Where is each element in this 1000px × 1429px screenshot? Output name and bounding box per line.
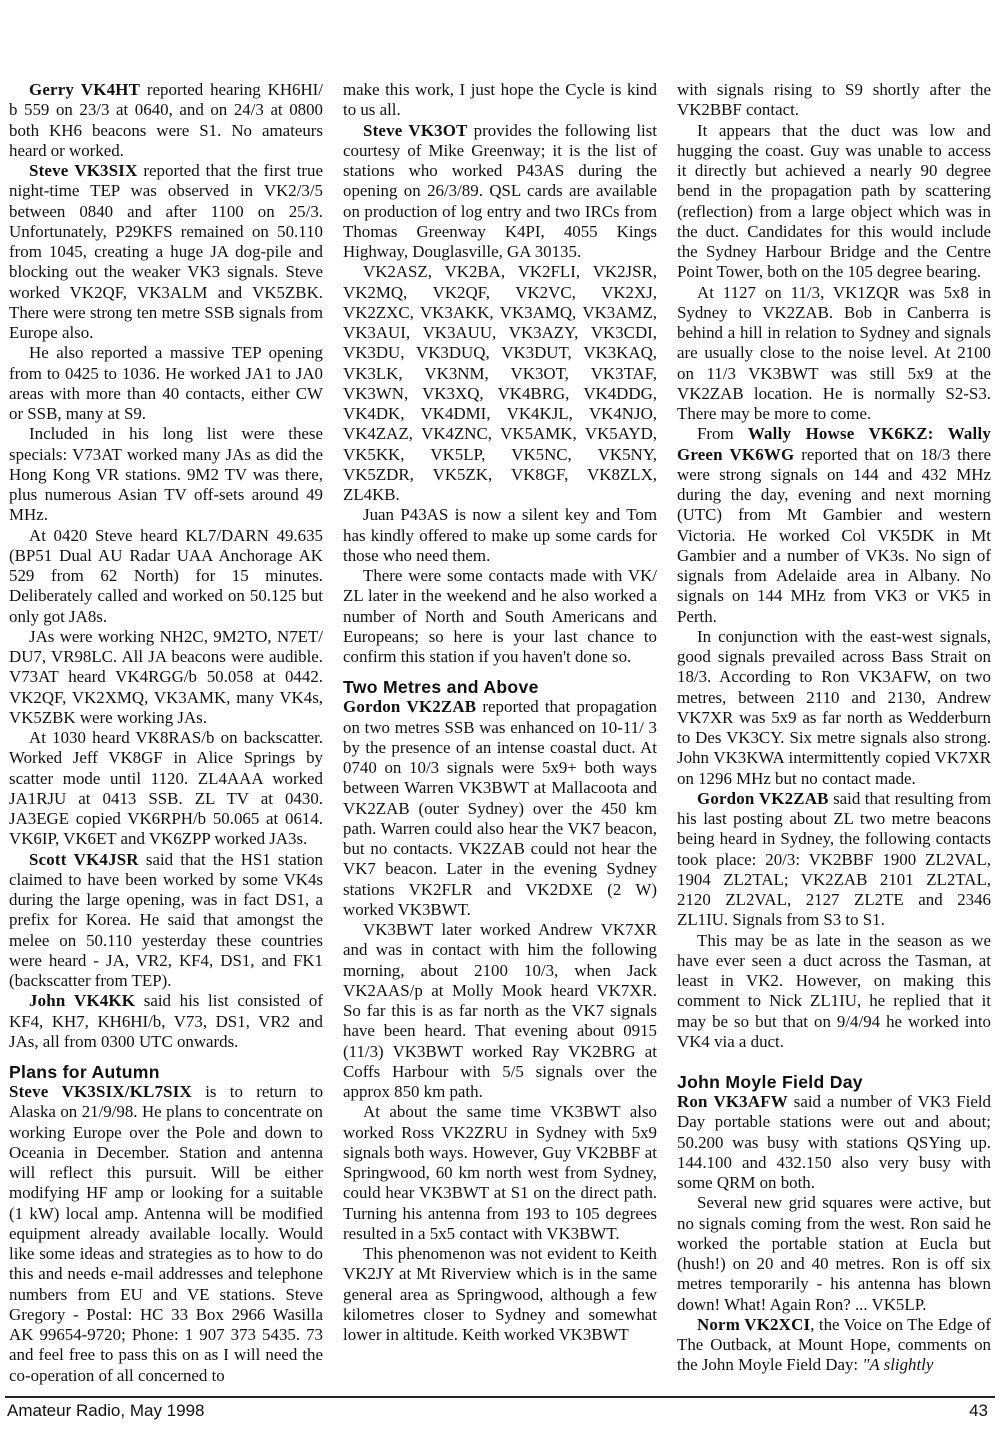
callsign-name: John VK4KK: [29, 991, 136, 1011]
paragraph: He also reported a massive TEP opening from to 0425 to 1036. He worked JA1 to JA0 areas with more than 40 contacts, either CW or SSB, many at S9.: [9, 343, 323, 423]
callsign-name: Steve VK3OT: [363, 120, 468, 140]
paragraph: At 0420 Steve heard KL7/DARN 49.635 (BP51 Dual AU Radar UAA Anchorage AK 529 from 62 North) for 15 minutes. Deliberately called and worked on 50.125 but only got JA8s.: [9, 525, 323, 626]
callsign-name: Gerry VK4HT: [29, 80, 141, 99]
column-2: [343, 80, 657, 1345]
paragraph: In conjunction with the east-west signals, good signals prevailed across Bass Strait on 18/3. According to Ron VK3AFW, on two metres, between 2110 and 2130, Andrew VK7XR was 5x9 as far north as Wedderburn to Des VK3CY. Six metre signals also strong. John VK3KWA intermittently copied VK7XR on 1296 MHz but no contact made.: [677, 626, 991, 788]
paragraph: There were some contacts made with VK/ ZL later in the weekend and he also worked a number of North and South Americans and Europeans; so here is your last chance to confirm this station if you haven't done so.: [343, 566, 657, 666]
column-3: [677, 80, 991, 1376]
paragraph: Gordon VK2ZAB said that resulting from his last posting about ZL two metre beacons being heard in Sydney, the following contacts took place: 20/3: VK2BBF 1900 ZL2VAL, 1904 ZL2TAL; VK2ZAB 2101 ZL2TAL, 2120 ZL2VAL, 2127 ZL2TE and 2346 ZL1IU. Signals from S3 to S1.: [677, 788, 992, 930]
paragraph: Several new grid squares were active, but no signals coming from the west. Ron said he worked the portable station at Eucla but (hush!) on 20 and 40 metres. Ron is off six metres temporarily - his antenna has blown down! What! Again Ron? ... VK5LP.: [677, 1193, 991, 1314]
callsign-name: Steve VK3SIX/KL7SIX: [9, 1082, 192, 1101]
paragraph: Norm VK2XCI, the Voice on The Edge of The Outback, at Mount Hope, comments on the John Moyle Field Day: "A slightly: [677, 1314, 991, 1375]
paragraph: JAs were working NH2C, 9M2TO, N7ET/ DU7, VR98LC. All JA beacons were audible. V73AT heard VK4RGG/b 50.058 at 0442. VK2QF, VK2XMQ, VK3AMK, many VK4s, VK5ZBK were working JAs.: [9, 626, 323, 727]
paragraph: John VK4KK said his list consisted of KF4, KH7, KH6HI/b, V73, DS1, VR2 and JAs, all from 0300 UTC onwards.: [9, 991, 323, 1051]
paragraph: From Wally Howse VK6KZ: Wally Green VK6WG reported that on 18/3 there were strong signals on 144 and 432 MHz during the day, evening and next morning (UTC) from Mt Gambier and western Victoria. He worked Col VK5DK in Mt Gambier and a number of VK3s. No sign of signals from Adelaide area in Albany. No signals on 144 MHz from VK3 or VK5 in Perth.: [677, 424, 991, 626]
paragraph: This phenomenon was not evident to Keith VK2JY at Mt Riverview which is in the same general area as Springwood, although a few kilometres closer to Sydney and somewhat lower in altitude. Keith worked VK3BWT: [343, 1244, 657, 1344]
paragraph: At about the same time VK3BWT also worked Ross VK2ZRU in Sydney with 5x9 signals both ways. However, Guy VK2BBF at Springwood, 60 km north west from Sydney, could hear VK3BWT at S1 on the direct path. Turning his antenna from 193 to 105 degrees resulted in a 5x5 contact with VK3BWT.: [343, 1102, 657, 1243]
callsign-name: Ron VK3AFW: [677, 1092, 788, 1111]
paragraph: VK3BWT later worked Andrew VK7XR and was in contact with him the following morning, about 2100 10/3, when Jack VK2AAS/p at Molly Mook heard VK7XR. So far this is as far north as the VK7 signals have been heard. That evening about 0915 (11/3) VK3BWT worked Ray VK2BRG at Coffs Harbour with 5/5 signals over the approx 850 km path.: [343, 920, 657, 1101]
callsign-name: Wally Howse VK6KZ: Wally Green VK6WG: [677, 424, 991, 464]
paragraph: Steve VK3OT provides the following list courtesy of Mike Greenway; it is the list of stations who worked P43AS during the opening on 26/3/89. QSL cards are available on production of log entry and two IRCs from Thomas Greenway K4PI, 4055 Kings Highway, Douglasville, GA 30135.: [343, 120, 657, 261]
paragraph: Gordon VK2ZAB reported that propagation on two metres SSB was enhanced on 10-11/ 3 by the presence of an intense coastal duct. At 0740 on 10/3 signals were 5x9+ both ways between Warren VK3BWT at Mallacoota and VK2ZAB (outer Sydney) over the 450 km path. Warren could also hear the VK7 beacon, but no contacts. VK2ZAB could not hear the VK7 beacon. Later in the evening Sydney stations VK2FLR and VK2DXE (2 W) worked VK3BWT.: [343, 697, 658, 919]
paragraph: At 1030 heard VK8RAS/b on backscatter. Worked Jeff VK8GF in Alice Springs by scatter mode until 1120. ZL4AAA worked JA1RJU at 0413 SSB. ZL TV at 0430. JA3EGE copied VK6RPH/b 50.065 at 0614. VK6IP, VK6ET and VK6ZPP worked JA3s.: [9, 728, 323, 849]
paragraph: It appears that the duct was low and hugging the coast. Guy was unable to access it directly but achieved a nearly 90 degree bend in the propagation path by scattering (reflection) from a large object which was in the duct. Candidates for this would include the Sydney Harbour Bridge and the Centre Point Tower, both on the 105 degree bearing.: [677, 120, 991, 282]
section-heading-plans-for-autumn: Plans for Autumn: [9, 1062, 160, 1082]
callsign-name: Scott VK4JSR: [29, 849, 139, 869]
quote-text: "A slightly: [862, 1355, 934, 1375]
callsign-name: Gordon VK2ZAB: [697, 788, 829, 808]
section-heading-john-moyle-field-day: John Moyle Field Day: [677, 1072, 863, 1092]
paragraph: make this work, I just hope the Cycle is kind to us all.: [343, 80, 657, 120]
footer-divider: [5, 1396, 995, 1398]
paragraph: Steve VK3SIX reported that the first true night-time TEP was observed in VK2/3/5 between 0840 and after 1100 on 25/3. Unfortunately, P29KFS remained on 50.110 from 1045, creating a huge JA dog-pile and blocking out the weaker VK3 signals. Steve worked VK2QF, VK3ALM and VK5ZBK. There were strong ten metre SSB signals from Europe also.: [9, 161, 323, 342]
footer-publication: Amateur Radio, May 1998: [7, 1401, 205, 1420]
paragraph: with signals rising to S9 shortly after the VK2BBF contact.: [677, 80, 991, 120]
callsign-name: Norm VK2XCI: [697, 1314, 811, 1334]
paragraph: Ron VK3AFW said a number of VK3 Field Day portable stations were out and about; 50.200 was busy with stations QSYing up. 144.100 and 432.150 also very busy with some QRM on both.: [677, 1092, 991, 1192]
paragraph: At 1127 on 11/3, VK1ZQR was 5x8 in Sydney to VK2ZAB. Bob in Canberra is behind a hill in relation to Sydney and signals are usually close to the noise level. At 2100 on 11/3 VK3BWT was still 5x9 at the VK2ZAB location. He is normally S2-S3. There may be more to come.: [677, 282, 991, 423]
section-heading-two-metres-and-above: Two Metres and Above: [343, 677, 539, 698]
paragraph: Steve VK3SIX/KL7SIX is to return to Alaska on 21/9/98. He plans to concentrate on working Europe over the Pole and down to Oceania in December. Station and antenna will reflect this pursuit. Will be either modifying HF amp or looking for a suitable (1 kW) local amp. Antenna will be modified equipment already available locally. Would like some ideas and strategies as to how to do this and needs e-mail addresses and telephone numbers from EU and VE stations. Steve Gregory - Postal: HC 33 Box 2966 Wasilla AK 99654-9720; Phone: 1 907 373 5435. 73 and feel free to pass this on as I will need the co-operation of all concerned to: [9, 1082, 324, 1385]
callsign-name: Gordon VK2ZAB: [343, 697, 477, 717]
callsign-list: VK2ASZ, VK2BA, VK2FLI, VK2JSR, VK2MQ, VK2QF, VK2VC, VK2XJ, VK2ZXC, VK3AKK, VK3AMQ, VK3AMZ, VK3AUI, VK3AUU, VK3AZY, VK3CDI, VK3DU, VK3DUQ, VK3DUT, VK3KAQ, VK3LK, VK3NM, VK3OT, VK3TAF, VK3WN, VK3XQ, VK4BRG, VK4DDG, VK4DK, VK4DMI, VK4KJL, VK4NJO, VK4ZAZ, VK4ZNC, VK5AMK, VK5AYD, VK5KK, VK5LP, VK5NC, VK5NY, VK5ZDR, VK5ZK, VK8GF, VK8ZLX, ZL4KB.: [343, 262, 657, 504]
paragraph: Gerry VK4HT reported hearing KH6HI/ b 559 on 23/3 at 0640, and on 24/3 at 0800 both KH6 beacons were S1. No amateurs heard or worked.: [9, 80, 323, 160]
paragraph: Included in his long list were these specials: V73AT worked many JAs as did the Hong Kong VR stations. 9M2 TV was there, plus numerous Asian TV off-sets around 49 MHz.: [9, 424, 323, 525]
paragraph: This may be as late in the season as we have ever seen a duct across the Tasman, at least in VK2. However, on making this comment to Nick ZL1IU, he replied that it may be so but that on 9/4/94 he worked into VK4 via a duct.: [677, 930, 991, 1051]
callsign-name: Steve VK3SIX: [29, 161, 138, 180]
column-1: [9, 80, 323, 1386]
paragraph: Scott VK4JSR said that the HS1 station claimed to have been worked by some VK4s during the large opening, was in fact DS1, a prefix for Korea. He said that amongst the melee on 50.110 yesterday these countries were heard - JA, VR2, KF4, DS1, and FK1 (backscatter from TEP).: [9, 849, 323, 990]
page-number: 43: [969, 1401, 988, 1420]
paragraph: Juan P43AS is now a silent key and Tom has kindly offered to make up some cards for those who need them.: [343, 505, 657, 565]
